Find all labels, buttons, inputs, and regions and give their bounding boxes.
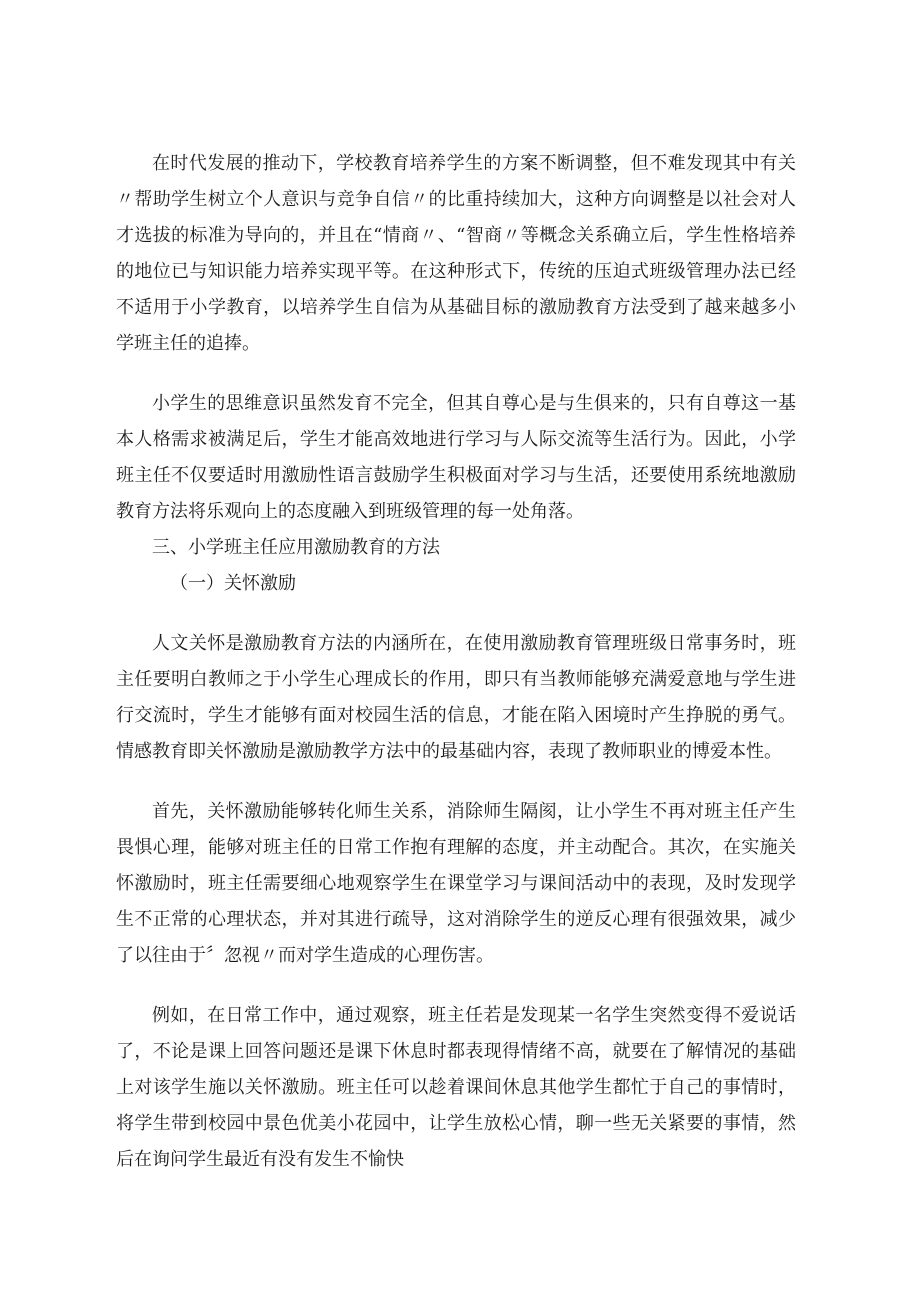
paragraph-2: 小学生的思维意识虽然发育不完全，但其自尊心是与生俱来的，只有自尊这一基本人格需求被满足后，学生才能高效地进行学习与人际交流等生活行为。因此，小学班主任不仅要适时用激励性语言鼓励学生积极面对学习与生活，还要使用系统地激励教育方法将乐观向上的态度融入到班级管理的每一处角落。 xyxy=(116,393,796,522)
paragraph-3: 人文关怀是激励教育方法的内涵所在，在使用激励教育管理班级日常事务时，班主任要明白教师之于小学生心理成长的作用，即只有当教师能够充满爱意地与学生进行交流时，学生才能够有面对校园生活的信息，才能在陷入困境时产生挣脱的勇气。情感教育即关怀激励是激励教学方法中的最基础内容，表现了教师职业的博爱本性。 xyxy=(116,633,796,762)
document-body xyxy=(116,146,796,1178)
paragraph-5: 例如，在日常工作中，通过观察，班主任若是发现某一名学生突然变得不爱说话了，不论是课上回答问题还是课下休息时都表现得情绪不高，就要在了解情况的基础上对该学生施以关怀激励。班主任可以趁着课间休息其他学生都忙于自己的事情时，将学生带到校园中景色优美小花园中，让学生放松心情，聊一些无关紧要的事情，然后在询问学生最近有没有发生不愉快 xyxy=(116,1005,796,1170)
subsection-heading: （一）关怀激励 xyxy=(170,573,296,594)
section-heading: 三、小学班主任应用激励教育的方法 xyxy=(152,537,440,558)
paragraph-1: 在时代发展的推动下，学校教育培养学生的方案不断调整，但不难发现其中有关〃帮助学生树立个人意识与竞争自信〃的比重持续加大，这种方向调整是以社会对人才选拔的标准为导向的，并且在“情商〃、“智商〃等概念关系确立后，学生性格培养的地位已与知识能力培养实现平等。在这种形式下，传统的压迫式班级管理办法已经不适用于小学教育，以培养学生自信为从基础目标的激励教育方法受到了越来越多小学班主任的追捧。 xyxy=(116,153,796,354)
paragraph-4: 首先，关怀激励能够转化师生关系，消除师生隔阂，让小学生不再对班主任产生畏惧心理，能够对班主任的日常工作抱有理解的态度，并主动配合。其次，在实施关怀激励时，班主任需要细心地观察学生在课堂学习与课间活动中的表现，及时发现学生不正常的心理状态，并对其进行疏导，这对消除学生的逆反心理有很强效果，减少了以往由于〞忽视〃而对学生造成的心理伤害。 xyxy=(116,801,796,966)
